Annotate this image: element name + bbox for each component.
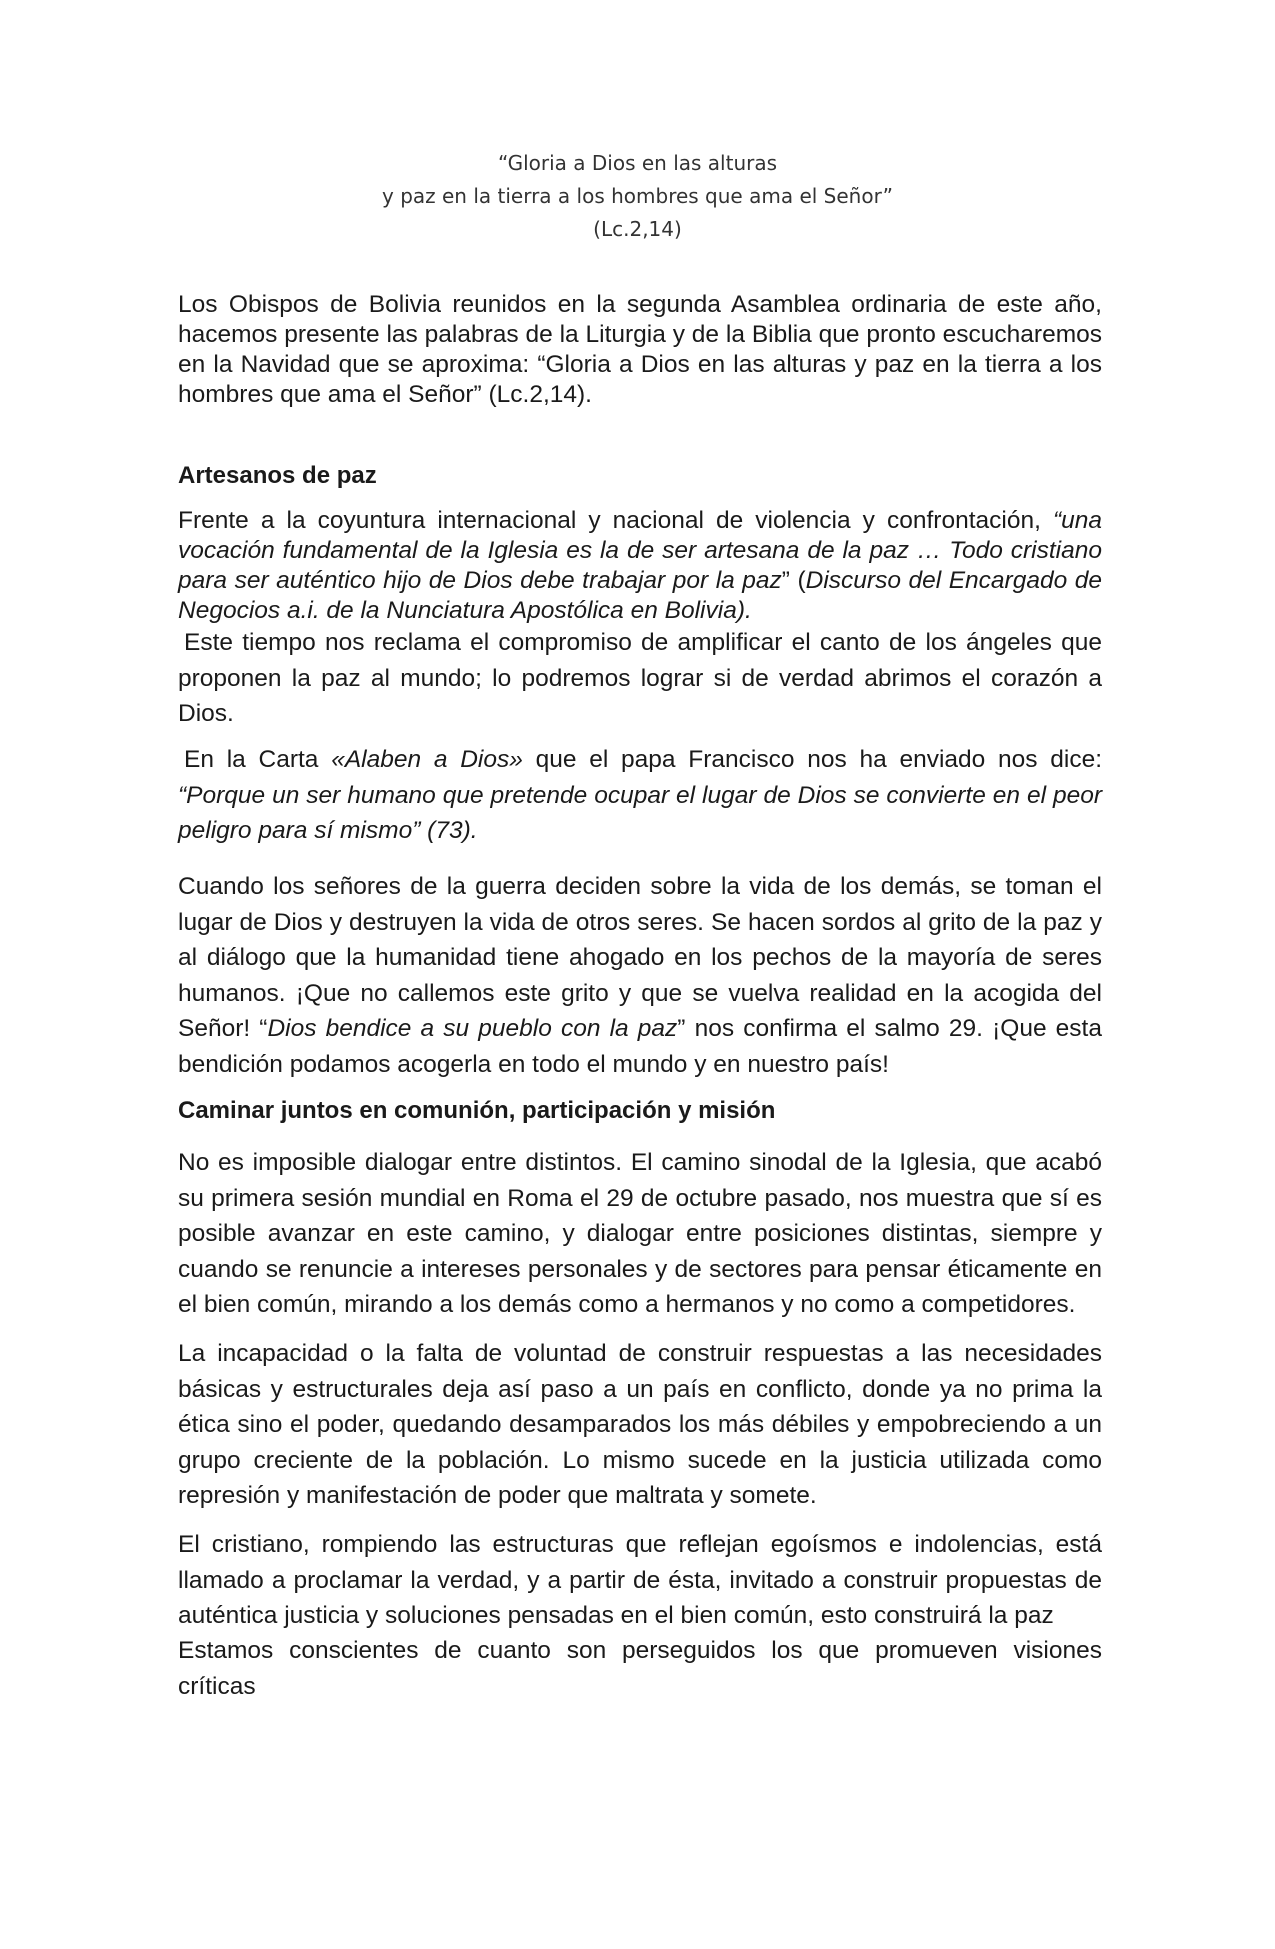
- section1-paragraph-4: [178, 869, 1102, 1082]
- p3-plain-1: En la Carta: [184, 746, 332, 773]
- p3-letter-title: «Alaben a Dios»: [331, 746, 523, 773]
- p4-plain-2: ” nos confirma el salmo 29. ¡Que esta bendición podamos acogerla en todo el mundo y en nuestro país!: [178, 1015, 1102, 1078]
- section1-paragraph-3: [178, 742, 1102, 849]
- p1-quote: “una vocación fundamental de la Iglesia es la de ser artesana de la paz … Todo cristiano para ser auténtico hijo de Dios debe trabajar por la paz: [178, 507, 1102, 594]
- epigraph: [300, 147, 975, 246]
- section1-paragraph-1: [178, 506, 1102, 626]
- section-heading-caminar: Caminar juntos en comunión, participación y misión: [178, 1097, 776, 1124]
- section-heading-artesanos: Artesanos de paz: [178, 462, 377, 489]
- p3-quote: “Porque un ser humano que pretende ocupar el lugar de Dios se convierte en el peor peligro para sí mismo” (73).: [178, 781, 1102, 844]
- p3-plain-2: que el papa Francisco nos ha enviado nos dice:: [522, 746, 1103, 773]
- section2-paragraph-3: El cristiano, rompiendo las estructuras que reflejan egoísmos e indolencias, está llamado a proclamar la verdad, y a partir de ésta, invitado a construir propuestas de auténtica justicia y soluciones pensadas en el bien común, esto construirá la paz: [178, 1531, 1102, 1629]
- p4-quote: Dios bendice a su pueblo con la paz: [267, 1015, 678, 1042]
- epigraph-line-2: y paz en la tierra a los hombres que ama el Señor”: [382, 184, 893, 208]
- section2-paragraph-1: No es imposible dialogar entre distintos. El camino sinodal de la Iglesia, que acabó su primera sesión mundial en Roma el 29 de octubre pasado, nos muestra que sí es posible avanzar en este camino, y dialogar entre posiciones distintas, siempre y cuando se renuncie a intereses personales y de sectores para pensar éticamente en el bien común, mirando a los demás como a hermanos y no como a competidores.: [178, 1149, 1102, 1318]
- p1-source: Discurso del Encargado de Negocios a.i. de la Nunciatura Apostólica en Bolivia).: [178, 567, 1103, 624]
- section1-paragraph-2: Este tiempo nos reclama el compromiso de amplificar el canto de los ángeles que proponen la paz al mundo; lo podremos lograr si de verdad abrimos el corazón a Dios.: [178, 629, 1102, 727]
- p4-plain-1: Cuando los señores de la guerra deciden sobre la vida de los demás, se toman el lugar de Dios y destruyen la vida de otros seres. Se hacen sordos al grito de la paz y al diálogo que la humanidad tiene ahogado en los pechos de la mayoría de seres humanos. ¡Que no callemos este grito y que se vuelva realidad en la acogida del Señor! “: [178, 873, 1102, 1042]
- section2-paragraph-2: La incapacidad o la falta de voluntad de construir respuestas a las necesidades básicas y estructurales deja así paso a un país en conflicto, donde ya no prima la ética sino el poder, quedando desamparados los más débiles y empobreciendo a un grupo creciente de la población. Lo mismo sucede en la justicia utilizada como represión y manifestación de poder que maltrata y somete.: [178, 1340, 1102, 1509]
- p1-plain: Frente a la coyuntura internacional y nacional de violencia y confrontación,: [178, 507, 1053, 534]
- epigraph-citation: (Lc.2,14): [593, 217, 682, 241]
- epigraph-line-1: “Gloria a Dios en las alturas: [497, 151, 778, 175]
- intro-paragraph: Los Obispos de Bolivia reunidos en la segunda Asamblea ordinaria de este año, hacemos presente las palabras de la Liturgia y de la Biblia que pronto escucharemos en la Navidad que se aproxima: “Gloria a Dios en las alturas y paz en la tierra a los hombres que ama el Señor” (Lc.2,14).: [178, 291, 1102, 408]
- section2-paragraph-4: Estamos conscientes de cuanto son perseguidos los que promueven visiones críticas: [178, 1637, 1102, 1700]
- p1-mid: ” (: [781, 567, 806, 594]
